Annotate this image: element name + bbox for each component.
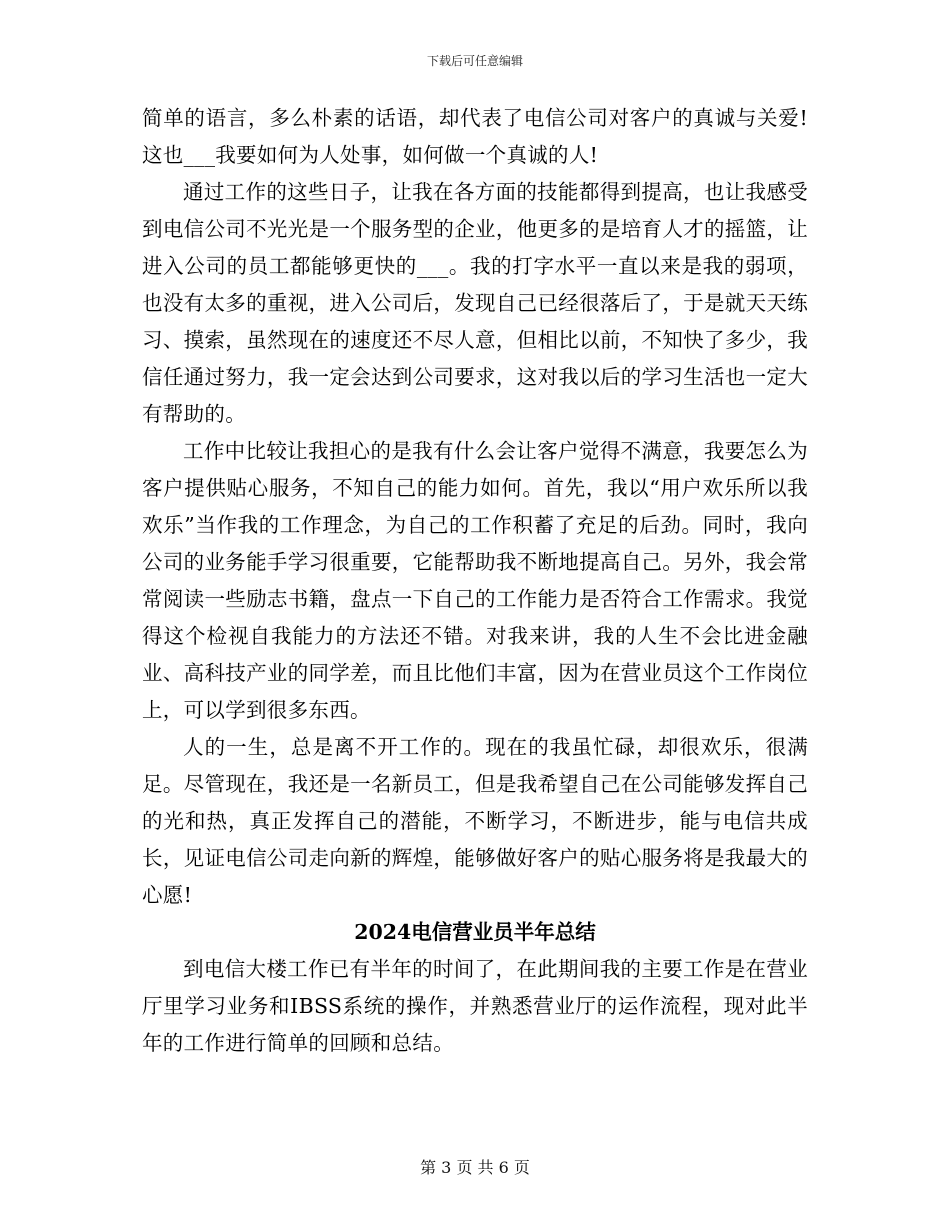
page-header-note: 下载后可任意编辑 xyxy=(426,54,523,68)
document-body xyxy=(142,100,808,1062)
page-number: 第 3 页 共 6 页 xyxy=(420,1158,530,1177)
paragraph-intro: 到电信大楼工作已有半年的时间了，在此期间我的主要工作是在营业厅里学习业务和IBSS系统的操作，并熟悉营业厅的运作流程，现对此半年的工作进行简单的回顾和总结。 xyxy=(142,957,808,1055)
paragraph-skills: 通过工作的这些日子，让我在各方面的技能都得到提高，也让我感受到电信公司不光光是一个服务型的企业，他更多的是培育人才的摇篮，让进入公司的员工都能够更快的___。我的打字水平一直以来是我的弱项，也没有太多的重视，进入公司后，发现自己已经很落后了，于是就天天练习、摸索，虽然现在的速度还不尽人意，但相比以前，不知快了多少，我信任通过努力，我一定会达到公司要求，这对我以后的学习生活也一定大有帮助的。 xyxy=(142,180,808,426)
section-title: 2024电信营业员半年总结 xyxy=(354,920,596,944)
paragraph-life: 人的一生，总是离不开工作的。现在的我虽忙碌，却很欢乐，很满足。尽管现在，我还是一名新员工，但是我希望自己在公司能够发挥自己的光和热，真正发挥自己的潜能，不断学习，不断进步，能与电信共成长，见证电信公司走向新的辉煌，能够做好客户的贴心服务将是我最大的心愿! xyxy=(142,735,808,907)
paragraph-continuation: 简单的语言，多么朴素的话语，却代表了电信公司对客户的真诚与关爱!这也___我要如何为人处事，如何做一个真诚的人! xyxy=(142,106,808,167)
paragraph-service: 工作中比较让我担心的是我有什么会让客户觉得不满意，我要怎么为客户提供贴心服务，不知自己的能力如何。首先，我以“用户欢乐所以我欢乐”当作我的工作理念，为自己的工作积蓄了充足的后劲。同时，我向公司的业务能手学习很重要，它能帮助我不断地提高自己。另外，我会常常阅读一些励志书籍，盘点一下自己的工作能力是否符合工作需求。我觉得这个检视自我能力的方法还不错。对我来讲，我的人生不会比进金融业、高科技产业的同学差，而且比他们丰富，因为在营业员这个工作岗位上，可以学到很多东西。 xyxy=(142,439,808,722)
